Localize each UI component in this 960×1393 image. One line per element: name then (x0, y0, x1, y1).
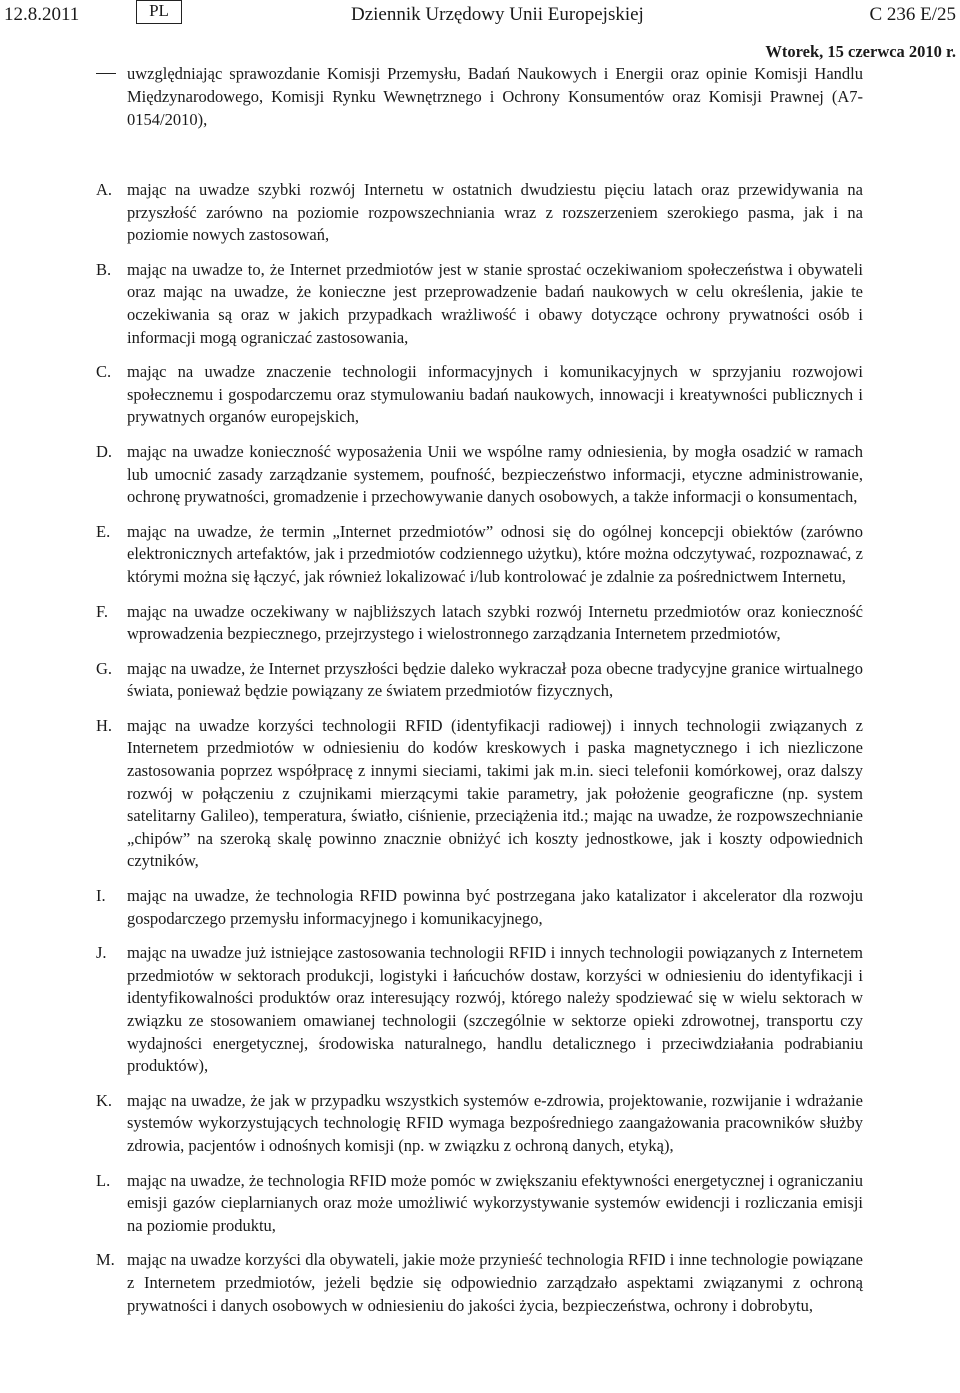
recital-text: mając na uwadze, że termin „Internet przedmiotów” odnosi się do ogólnej koncepcji obiektów (zarówno elektronicznych artefaktów, jak i przedmiotów codziennego użytku), które można odczytywać, rozpoznawać, z którymi można się łączyć, jak również lokalizować i/lub kontrolować je zdalnie za pośrednictwem Internetu, (127, 521, 863, 586)
recital-letter: B. (96, 259, 112, 279)
recitals-list (96, 179, 863, 1329)
recital-text: mając na uwadze, że technologia RFID powinna być postrzegana jako katalizator i akcelerator dla rozwoju gospodarczego przemysłu informacyjnego i komunikacyjnego, (127, 886, 863, 928)
recital-item (96, 601, 863, 646)
recital-text: mając na uwadze, że jak w przypadku wszystkich systemów e-zdrowia, projektowanie, rozwijanie i wdrażanie systemów wykorzystujących technologię RFID wymaga bezpośredniego zaangażowania pracowników służby zdrowia, pacjentów i odnośnych komisji (np. w związku z ochroną danych, etyką), (127, 1090, 863, 1155)
recital-letter: J. (96, 943, 107, 963)
em-dash-marker (96, 73, 116, 74)
recital-text: mając na uwadze to, że Internet przedmiotów jest w stanie sprostać oczekiwaniom społeczeństwa i obywateli oraz mając na uwadze, że konieczne jest przeprowadzenie badań naukowych w celu określenia, jakie te oczekiwania są oraz w jakich przypadkach wrażliwość i obawy dotyczące ochrony prywatności osób i informacji mogą ograniczać zastosowania, (127, 259, 863, 347)
recital-text: mając na uwadze szybki rozwój Internetu w ostatnich dwudziestu pięciu latach oraz przewidywania na przyszłość zarówno na poziomie rozpowszechniania wraz z rozszerzeniem szerokiego pasma, jak i na poziomie nowych zastosowań, (127, 180, 863, 245)
recital-letter: E. (96, 521, 111, 541)
recital-item (96, 441, 863, 509)
recital-letter: I. (96, 886, 106, 906)
recital-text: mając na uwadze już istniejące zastosowania technologii RFID i innych technologii powiązanych z Internetem przedmiotów w sektorach produkcji, logistyki i łańcuchów dostaw, korzyści w odniesieniu do identyfikacji i identyfikowalności produktów oraz interesujący rozwój, którego należy spodziewać się w wielu sektorach w związku ze stosowaniem omawianej technologii (szczególnie w sektorze opieki zdrowotnej, transportu czy wydajności energetycznej, środowiska naturalnego, handlu detalicznego i przeciwdziałania podrabianiu produktów), (127, 943, 863, 1076)
journal-title: Dziennik Urzędowy Unii Europejskiej (351, 4, 644, 25)
recital-item (96, 1090, 863, 1158)
recital-letter: H. (96, 715, 113, 735)
recital-text: mając na uwadze, że technologia RFID może pomóc w zwiększaniu efektywności energetycznej i ograniczaniu emisji gazów cieplarnianych oraz może umożliwić wykorzystywanie systemów ewidencji i rozliczania emisji na poziomie produktu, (127, 1170, 863, 1235)
publication-date: 12.8.2011 (4, 4, 80, 25)
recital-item (96, 658, 863, 703)
page-header (0, 0, 960, 32)
page-reference: C 236 E/25 (869, 4, 956, 25)
recital-letter: F. (96, 601, 108, 621)
recital-text: mając na uwadze konieczność wyposażenia Unii we wspólne ramy odniesienia, by mogła osadzić w ramach lub umocnić zasady zarządzanie systemem, poufność, bezpieczeństwo informacji, etyczne administrowanie, ochronę prywatności, gromadzenie i przechowywanie danych osobowych, a także informacji o konsumentach, (127, 441, 863, 507)
recital-letter: G. (96, 658, 113, 678)
recital-letter: C. (96, 362, 112, 382)
recital-item (96, 942, 863, 1078)
recital-letter: D. (96, 441, 113, 461)
recital-item (96, 521, 863, 589)
intro-clause (96, 62, 863, 131)
language-badge: PL (136, 0, 182, 24)
recital-text: mając na uwadze oczekiwany w najbliższych latach szybki rozwój Internetu przedmiotów oraz konieczność wprowadzenia bezpiecznego, przejrzystego i wielostronnego zarządzania Internetem przedmiotów, (127, 601, 863, 644)
recital-letter: A. (96, 180, 113, 199)
recital-item (96, 885, 863, 930)
recital-item (96, 715, 863, 873)
recital-text: mając na uwadze korzyści dla obywateli, jakie może przynieść technologia RFID i inne technologie powiązane z Internetem przedmiotów, jeżeli będzie się odpowiednio zarządzało aspektami związanymi z ochroną prywatności i danych osobowych w odniesieniu do jakości życia, bezpieczeństwa, ochrony i dobrobytu, (127, 1250, 863, 1315)
recital-text: mając na uwadze, że Internet przyszłości będzie daleko wykraczał poza obecne tradycyjne granice wirtualnego świata, ponieważ będzie powiązany ze światem przedmiotów fizycznych, (127, 658, 863, 701)
recital-text: mając na uwadze korzyści technologii RFID (identyfikacji radiowej) i innych technologii związanych z Internetem przedmiotów w odniesieniu do kodów kreskowych i paska magnetycznego i ich niezliczone zastosowania poprzez współpracę z innymi sieciami, takimi jak m.in. sieci telefonii komórkowej, oraz dalszy rozwój w połączeniu z czujnikami mierzącymi takie parametry, jak położenie geograficzne (np. system satelitarny Galileo), temperatura, światło, ciśnienie, przeciążenia itd.; mając na uwadze, że rozpowszechnianie „chipów” na szeroką skalę powinno znacznie obniżyć ich koszty jednostkowe, jak i koszty odpowiednich czytników, (127, 715, 863, 871)
recital-item (96, 179, 863, 247)
recital-letter: K. (96, 1090, 113, 1110)
recital-item (96, 259, 863, 349)
session-date: Wtorek, 15 czerwca 2010 r. (765, 42, 956, 61)
recital-item (96, 361, 863, 429)
recital-item (96, 1170, 863, 1238)
recital-letter: L. (96, 1170, 111, 1190)
recital-letter: M. (96, 1250, 115, 1270)
recital-text: mając na uwadze znaczenie technologii informacyjnych i komunikacyjnych w sprzyjaniu rozwojowi społecznemu i gospodarczemu oraz stymulowaniu badań naukowych, innowacji i kreatywności publicznych i prywatnych organów europejskich, (127, 362, 863, 427)
intro-text: uwzględniając sprawozdanie Komisji Przemysłu, Badań Naukowych i Energii oraz opinie Komisji Handlu Międzynarodowego, Komisji Rynku Wewnętrznego i Ochrony Konsumentów oraz Komisji Prawnej (A7-0154/2010), (127, 64, 863, 129)
recital-item (96, 1249, 863, 1317)
